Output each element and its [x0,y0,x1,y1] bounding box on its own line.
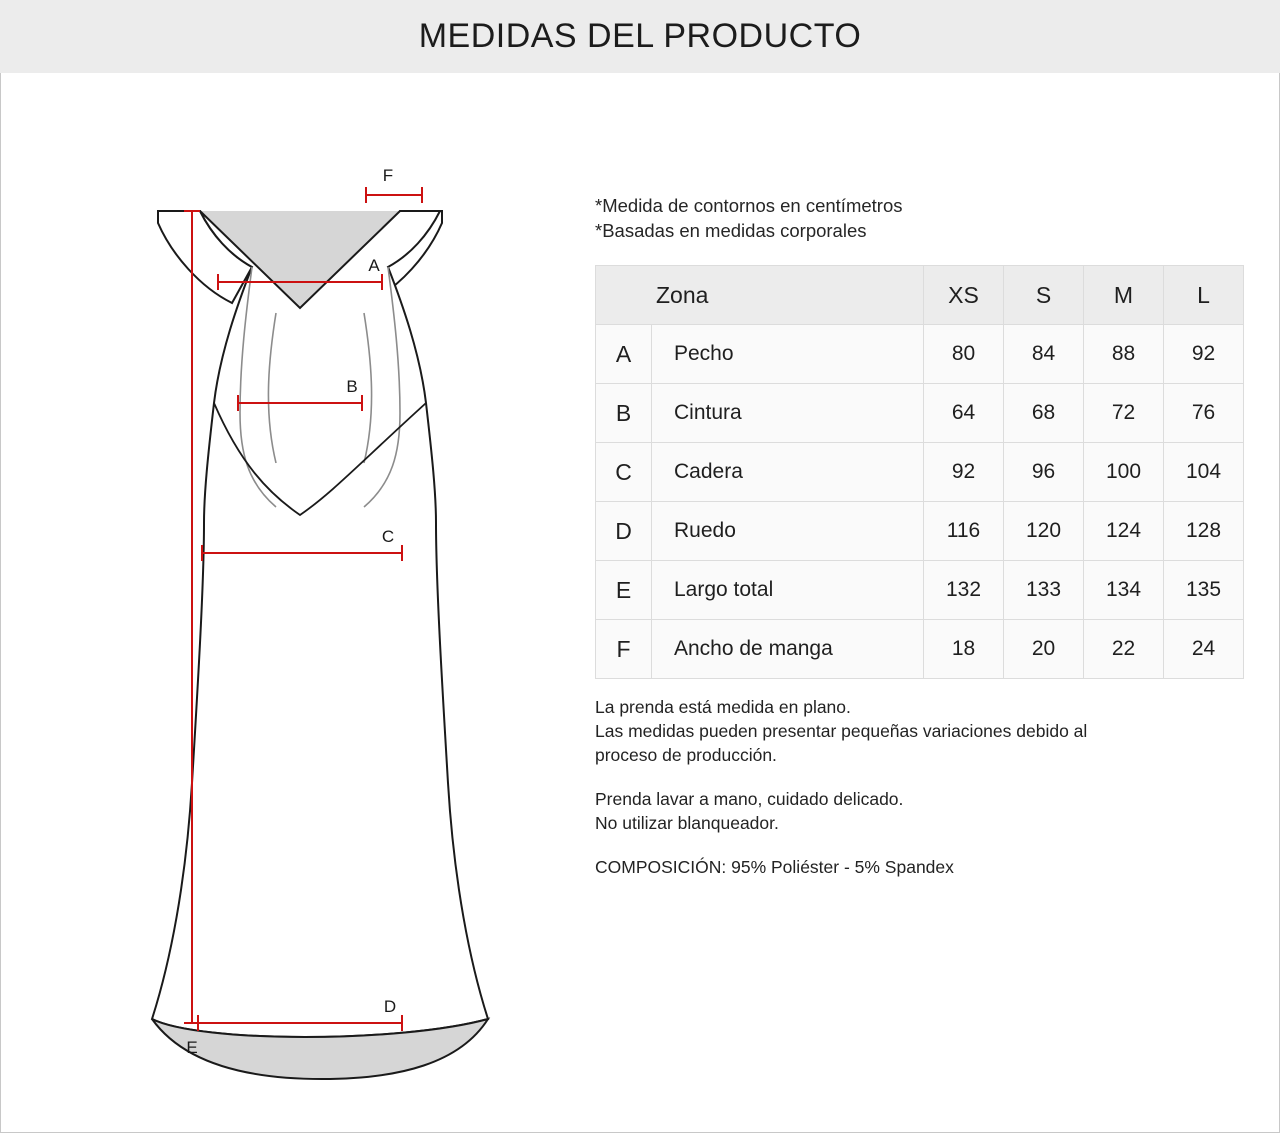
page-title: MEDIDAS DEL PRODUCTO [418,17,862,55]
row-value-m: 134 [1084,561,1164,620]
size-table-head [596,266,1244,325]
row-value-l: 24 [1164,620,1244,679]
note-care-bleach: No utilizar blanqueador. [595,813,779,833]
note-measured-flat: La prenda está medida en plano. [595,697,851,717]
note-contours: *Medida de contornos en centímetros [595,195,903,216]
row-code: E [596,561,652,620]
marker-c-label: C [381,527,395,546]
row-value-l: 128 [1164,502,1244,561]
row-value-l: 76 [1164,384,1244,443]
table-header-row [596,266,1244,325]
column-header-m: M [1084,266,1164,325]
row-code: C [596,443,652,502]
row-value-xs: 132 [924,561,1004,620]
row-value-s: 20 [1004,620,1084,679]
row-zone: Largo total [652,561,924,620]
row-value-s: 133 [1004,561,1084,620]
row-value-l: 92 [1164,325,1244,384]
row-value-m: 88 [1084,325,1164,384]
row-value-xs: 80 [924,325,1004,384]
row-value-m: 72 [1084,384,1164,443]
measure-f [366,166,422,203]
row-zone: Pecho [652,325,924,384]
table-row [596,620,1244,679]
note-variations-1: Las medidas pueden presentar pequeñas variaciones debido al [595,721,1088,741]
column-header-xs: XS [924,266,1004,325]
notes-bottom [595,695,1250,879]
table-row [596,443,1244,502]
dress-diagram [100,163,560,1093]
measurements-panel [595,193,1250,879]
note-body-based: *Basadas en medidas corporales [595,220,867,241]
size-table [595,265,1244,679]
row-zone: Cintura [652,384,924,443]
row-value-s: 68 [1004,384,1084,443]
row-value-m: 100 [1084,443,1164,502]
row-code: D [596,502,652,561]
marker-f-label: F [382,166,394,185]
column-header-zona: Zona [596,266,924,325]
page-header [0,0,1280,73]
row-value-s: 84 [1004,325,1084,384]
marker-a-label: A [368,256,380,275]
notes-top [595,193,1250,243]
row-zone: Ancho de manga [652,620,924,679]
row-zone: Cadera [652,443,924,502]
table-row [596,502,1244,561]
note-composition: COMPOSICIÓN: 95% Poliéster - 5% Spandex [595,857,954,877]
row-zone: Ruedo [652,502,924,561]
column-header-s: S [1004,266,1084,325]
table-row [596,384,1244,443]
marker-e-label: E [186,1038,198,1057]
table-row [596,325,1244,384]
row-value-s: 120 [1004,502,1084,561]
row-value-xs: 18 [924,620,1004,679]
row-value-xs: 64 [924,384,1004,443]
row-value-m: 22 [1084,620,1164,679]
row-value-l: 135 [1164,561,1244,620]
row-value-m: 124 [1084,502,1164,561]
dress-svg [100,163,560,1093]
row-value-s: 96 [1004,443,1084,502]
row-value-xs: 116 [924,502,1004,561]
note-variations-2: proceso de producción. [595,745,777,765]
row-value-l: 104 [1164,443,1244,502]
row-code: B [596,384,652,443]
column-header-l: L [1164,266,1244,325]
row-value-xs: 92 [924,443,1004,502]
row-code: F [596,620,652,679]
size-table-body [596,325,1244,679]
note-care-wash: Prenda lavar a mano, cuidado delicado. [595,789,904,809]
dress-body-outline [152,211,488,1037]
marker-d-label: D [383,997,397,1016]
marker-b-label: B [346,377,358,396]
page-content [0,73,1280,1133]
row-code: A [596,325,652,384]
table-row [596,561,1244,620]
